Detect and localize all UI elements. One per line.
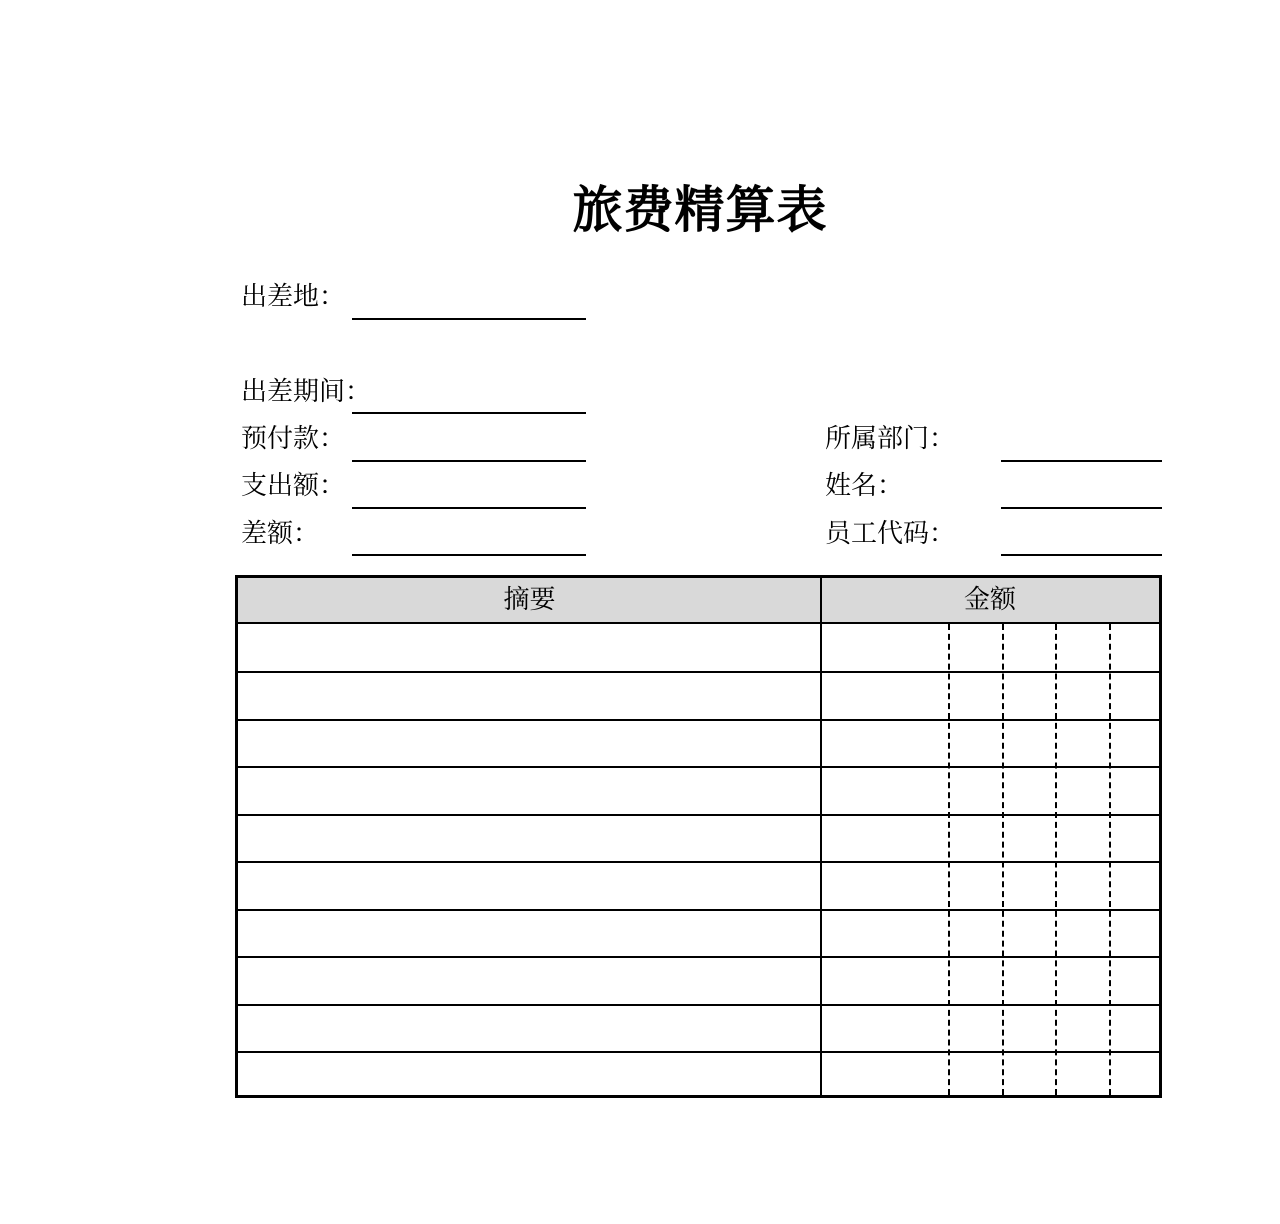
summary-cell[interactable] [238,816,820,862]
advance-payment-field[interactable] [352,460,586,462]
amount-header: 金额 [963,585,1016,615]
table-row [238,911,1159,957]
name-label: 姓名： [825,471,904,501]
summary-cell[interactable] [238,721,820,767]
summary-cell[interactable] [238,1053,820,1095]
name-field[interactable] [1001,507,1162,509]
summary-cell[interactable] [238,673,820,719]
summary-header: 摘要 [503,585,556,615]
expenditure-field[interactable] [352,507,586,509]
summary-cell[interactable] [238,624,820,671]
department-label: 所属部门： [825,424,956,454]
amount-cell[interactable] [822,863,1159,909]
travel-period-label: 出差期间： [241,377,372,407]
amount-cell[interactable] [822,1053,1159,1095]
summary-cell[interactable] [238,911,820,957]
summary-cell[interactable] [238,768,820,814]
page-title: 旅费精算表 [572,180,828,239]
amount-cell[interactable] [822,721,1159,767]
travel-period-field[interactable] [352,412,586,414]
amount-cell[interactable] [822,816,1159,862]
summary-cell[interactable] [238,863,820,909]
difference-label: 差额： [241,519,320,549]
amount-cell[interactable] [822,624,1159,671]
table-row [238,863,1159,909]
employee-code-label: 员工代码： [825,519,956,549]
advance-payment-label: 预付款： [241,424,346,454]
difference-field[interactable] [352,554,586,556]
table-row [238,816,1159,862]
amount-cell[interactable] [822,958,1159,1004]
table-row [238,673,1159,719]
summary-cell[interactable] [238,1006,820,1052]
travel-destination-label: 出差地： [241,282,346,312]
summary-cell[interactable] [238,958,820,1004]
department-field[interactable] [1001,460,1162,462]
amount-cell[interactable] [822,911,1159,957]
amount-cell[interactable] [822,768,1159,814]
table-row [238,624,1159,671]
amount-cell[interactable] [822,1006,1159,1052]
table-row [238,1053,1159,1095]
expense-table [235,575,1162,1098]
expenditure-label: 支出额： [241,471,346,501]
table-row [238,1006,1159,1052]
employee-code-field[interactable] [1001,554,1162,556]
table-row [238,958,1159,1004]
amount-cell[interactable] [822,673,1159,719]
travel-destination-field[interactable] [352,318,586,320]
table-row [238,768,1159,814]
table-row [238,721,1159,767]
table-header [238,578,1159,624]
